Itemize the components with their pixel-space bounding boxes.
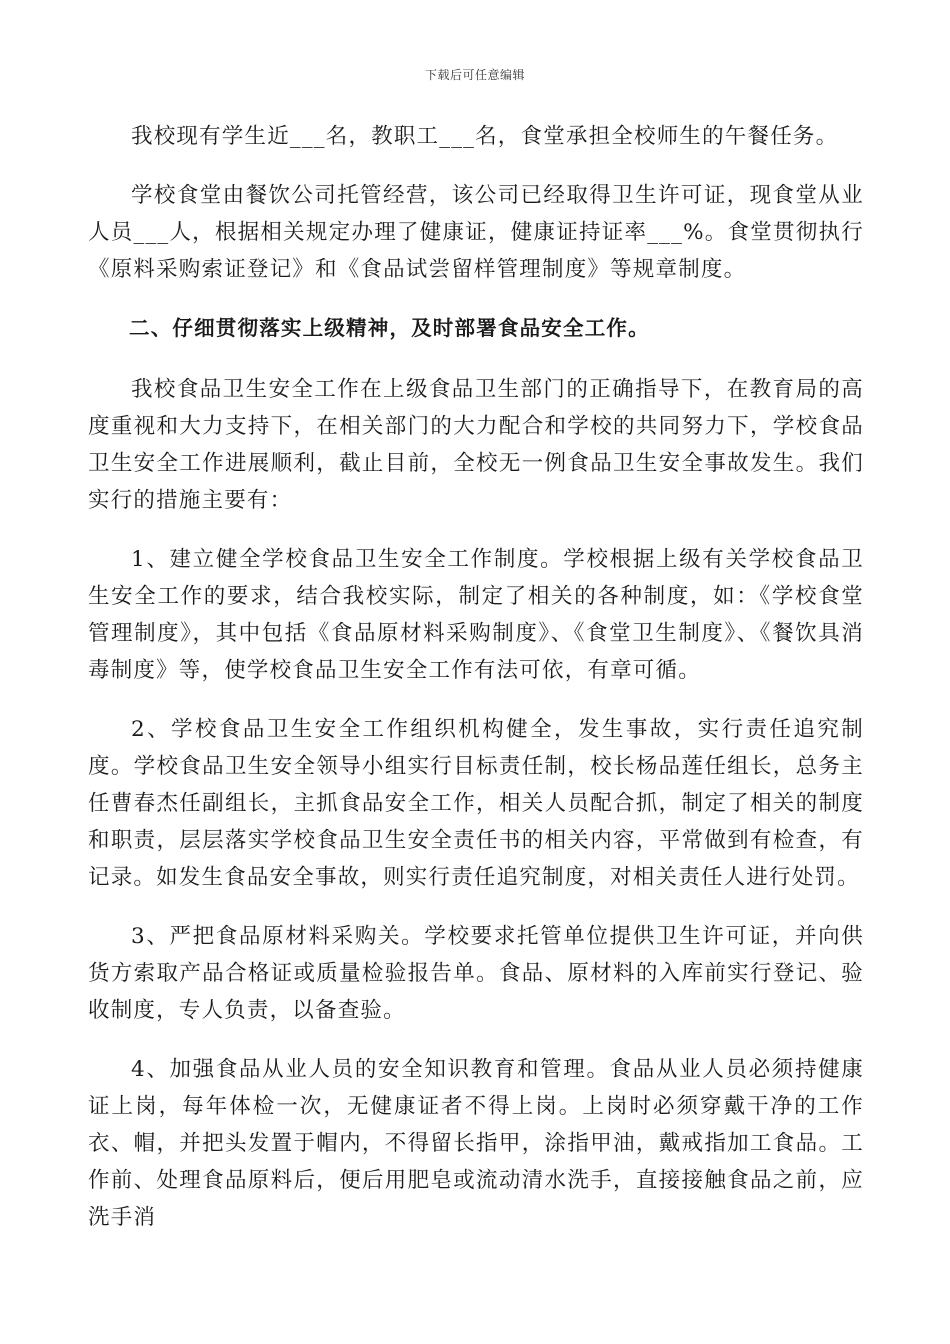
paragraph-enrollment: 我校现有学生近___名，教职工___名，食堂承担全校师生的午餐任务。: [131, 124, 839, 149]
paragraph-measure-2: 2、学校食品卫生安全工作组织机构健全，发生事故，实行责任追究制度。学校食品卫生安全领导小组实行目标责任制，校长杨品莲任组长，总务主任曹春杰任副组长，主抓食品安全工作，相关人员配合抓，制定了相关的制度和职责，层层落实学校食品卫生安全责任书的相关内容，平常做到有检查，有记录。如发生食品安全事故，则实行责任追究制度，对相关责任人进行处罚。: [88, 717, 864, 890]
paragraph-canteen-management: 学校食堂由餐饮公司托管经营，该公司已经取得卫生许可证，现食堂从业人员___人，根据相关规定办理了健康证，健康证持证率___%。食堂贯彻执行《原料采购索证登记》和《食品试尝留样管理制度》等规章制度。: [88, 183, 864, 282]
paragraph-overview: 我校食品卫生安全工作在上级食品卫生部门的正确指导下，在教育局的高度重视和大力支持下，在相关部门的大力配合和学校的共同努力下，学校食品卫生安全工作进展顺利，截止目前，全校无一例食品卫生安全事故发生。我们实行的措施主要有：: [88, 377, 864, 513]
section-heading-2: 二、仔细贯彻落实上级精神，及时部署食品安全工作。: [129, 316, 650, 340]
document-body: [88, 118, 864, 1258]
page-header-note: 下载后可任意编辑: [424, 68, 525, 82]
paragraph-measure-1: 1、建立健全学校食品卫生安全工作制度。学校根据上级有关学校食品卫生安全工作的要求，结合我校实际，制定了相关的各种制度，如：《学校食堂管理制度》，其中包括《食品原材料采购制度》、《食堂卫生制度》、《餐饮具消毒制度》等，使学校食品卫生安全工作有法可依，有章可循。: [88, 547, 864, 683]
paragraph-measure-3: 3、严把食品原材料采购关。学校要求托管单位提供卫生许可证，并向供货方索取产品合格证或质量检验报告单。食品、原材料的入库前实行登记、验收制度，专人负责，以备查验。: [88, 924, 864, 1023]
paragraph-measure-4: 4、加强食品从业人员的安全知识教育和管理。食品从业人员必须持健康证上岗，每年体检一次，无健康证者不得上岗。上岗时必须穿戴干净的工作衣、帽，并把头发置于帽内，不得留长指甲，涂指甲油，戴戒指加工食品。工作前、处理食品原料后，便后用肥皂或流动清水洗手，直接接触食品之前，应洗手消: [88, 1057, 864, 1230]
